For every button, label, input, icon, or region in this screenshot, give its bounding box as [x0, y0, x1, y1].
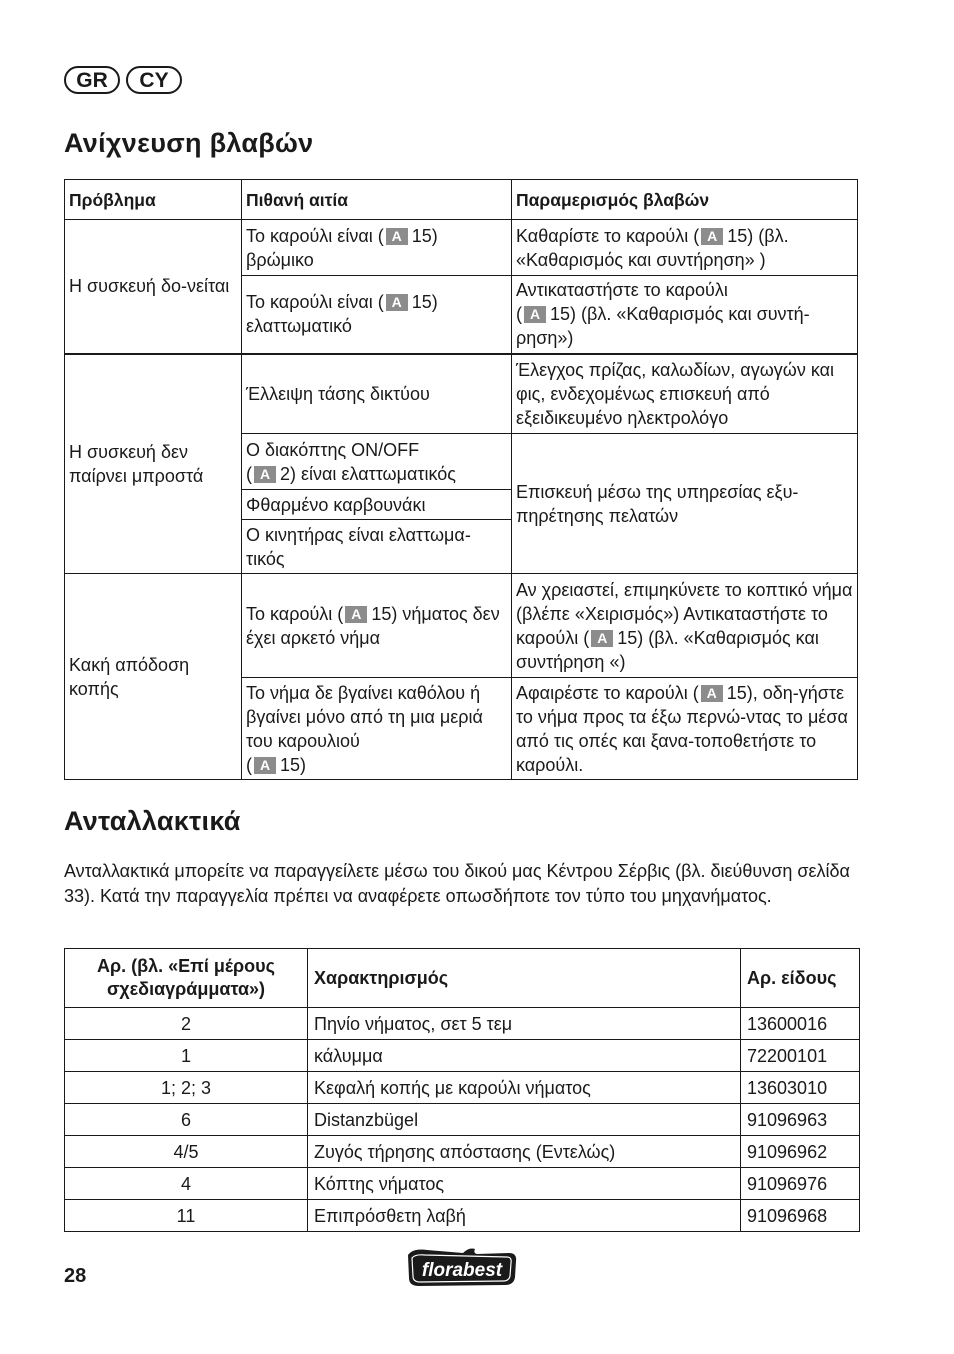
- table-row: [65, 574, 858, 678]
- remedy-cell: Έλεγχος πρίζας, καλωδίων, αγωγών και φις, ενδεχομένως επισκευή από εξειδικευμένο ηλεκτρολόγο: [512, 354, 858, 434]
- ref-a-icon: A: [701, 685, 723, 702]
- part-number-cell: 4: [65, 1168, 308, 1200]
- table-row: [65, 1104, 860, 1136]
- troubleshooting-title: Ανίχνευση βλαβών: [64, 128, 314, 158]
- ref-a-icon: A: [701, 228, 723, 245]
- column-header-cause: Πιθανή αιτία: [242, 180, 512, 220]
- part-description-cell: Ζυγός τήρησης απόστασης (Εντελώς): [308, 1136, 741, 1168]
- remedy-cell: Επισκευή μέσω της υπηρεσίας εξυ-πηρέτησης πελατών: [512, 434, 858, 574]
- cause-cell: Φθαρμένο καρβουνάκι: [242, 490, 512, 520]
- part-number-cell: 2: [65, 1008, 308, 1040]
- remedy-cell: Αντικαταστήστε το καρούλι ( A 15) (βλ. «Καθαρισμός και συντή-ρηση»): [512, 276, 858, 354]
- svg-text:florabest: florabest: [421, 1260, 503, 1281]
- part-number-cell: 1; 2; 3: [65, 1072, 308, 1104]
- article-number-cell: 91096962: [741, 1136, 860, 1168]
- part-description-cell: κάλυμμα: [308, 1040, 741, 1072]
- part-number-cell: 6: [65, 1104, 308, 1136]
- spare-parts-table: [64, 948, 860, 1232]
- article-number-cell: 91096968: [741, 1200, 860, 1232]
- article-number-cell: 72200101: [741, 1040, 860, 1072]
- article-number-cell: 91096976: [741, 1168, 860, 1200]
- ref-a-icon: A: [254, 757, 276, 774]
- cause-cell: Το καρούλι είναι ( A 15) βρώμικο: [242, 220, 512, 276]
- table-row: [65, 1136, 860, 1168]
- page-number: 28: [64, 1265, 87, 1287]
- table-row: [65, 1200, 860, 1232]
- table-row: [65, 1040, 860, 1072]
- table-row: [65, 1168, 860, 1200]
- article-number-cell: 13603010: [741, 1072, 860, 1104]
- column-header-description: Χαρακτηρισμός: [308, 949, 741, 1008]
- remedy-cell: Αν χρειαστεί, επιμηκύνετε το κοπτικό νήμα (βλέπε «Χειρισμός») Αντικαταστήστε το καρούλι ( A 15) (βλ. «Καθαρισμός και συντήρηση «): [512, 574, 858, 678]
- part-number-cell: 1: [65, 1040, 308, 1072]
- florabest-logo: [405, 1245, 519, 1289]
- ref-a-icon: A: [386, 228, 408, 245]
- country-badges: [64, 66, 182, 94]
- part-description-cell: Distanzbügel: [308, 1104, 741, 1136]
- part-description-cell: Κεφαλή κοπής με καρούλι νήματος: [308, 1072, 741, 1104]
- cause-cell: Το καρούλι ( A 15) νήματος δεν έχει αρκετό νήμα: [242, 574, 512, 678]
- country-badge-cy: CY: [126, 66, 182, 94]
- ref-a-icon: A: [345, 606, 367, 623]
- cause-cell: Το νήμα δε βγαίνει καθόλου ή βγαίνει μόνο από τη μια μεριά του καρουλιού ( A 15): [242, 678, 512, 780]
- column-header-problem: Πρόβλημα: [65, 180, 242, 220]
- troubleshooting-table: [64, 179, 858, 780]
- cause-cell: Το καρούλι είναι ( A 15) ελαττωματικό: [242, 276, 512, 354]
- part-description-cell: Επιπρόσθετη λαβή: [308, 1200, 741, 1232]
- cause-cell: Ο διακόπτης ON/OFF ( A 2) είναι ελαττωματικός: [242, 434, 512, 490]
- part-description-cell: Κόπτης νήματος: [308, 1168, 741, 1200]
- part-number-cell: 11: [65, 1200, 308, 1232]
- spare-parts-title: Ανταλλακτικά: [64, 806, 241, 836]
- problem-cell: Η συσκευή δεν παίρνει μπροστά: [65, 354, 242, 574]
- remedy-cell: Καθαρίστε το καρούλι ( A 15) (βλ. «Καθαρισμός και συντήρηση» ): [512, 220, 858, 276]
- ref-a-icon: A: [254, 466, 276, 483]
- table-row: [65, 220, 858, 276]
- spare-parts-intro: Ανταλλακτικά μπορείτε να παραγγείλετε μέσω του δικού μας Κέντρου Σέρβις (βλ. διεύθυνση σελίδα 33). Κατά την παραγγελία πρέπει να αναφέρετε οπωσδήποτε τον τύπο του μηχανήματος.: [64, 861, 850, 906]
- column-header-remedy: Παραμερισμός βλαβών: [512, 180, 858, 220]
- country-badge-gr: GR: [64, 66, 120, 94]
- table-row: [65, 1008, 860, 1040]
- column-header-article-no: Αρ. είδους: [741, 949, 860, 1008]
- article-number-cell: 13600016: [741, 1008, 860, 1040]
- table-header-row: [65, 949, 860, 1008]
- problem-cell: Η συσκευή δο-νείται: [65, 220, 242, 354]
- column-header-number: Αρ. (βλ. «Επί μέρους σχεδιαγράμματα»): [65, 949, 308, 1008]
- part-description-cell: Πηνίο νήματος, σετ 5 τεμ: [308, 1008, 741, 1040]
- ref-a-icon: A: [386, 294, 408, 311]
- part-number-cell: 4/5: [65, 1136, 308, 1168]
- cause-cell: Ο κινητήρας είναι ελαττωμα-τικός: [242, 520, 512, 574]
- ref-a-icon: A: [524, 306, 546, 323]
- remedy-cell: Αφαιρέστε το καρούλι ( A 15), οδη-γήστε το νήμα προς τα έξω περνώ-ντας το μέσα από τις οπές και ξανα-τοποθετήστε το καρούλι.: [512, 678, 858, 780]
- table-row: [65, 1072, 860, 1104]
- table-row: [65, 354, 858, 434]
- problem-cell: Κακή απόδοση κοπής: [65, 574, 242, 780]
- table-header-row: [65, 180, 858, 220]
- ref-a-icon: A: [591, 630, 613, 647]
- article-number-cell: 91096963: [741, 1104, 860, 1136]
- cause-cell: Έλλειψη τάσης δικτύου: [242, 354, 512, 434]
